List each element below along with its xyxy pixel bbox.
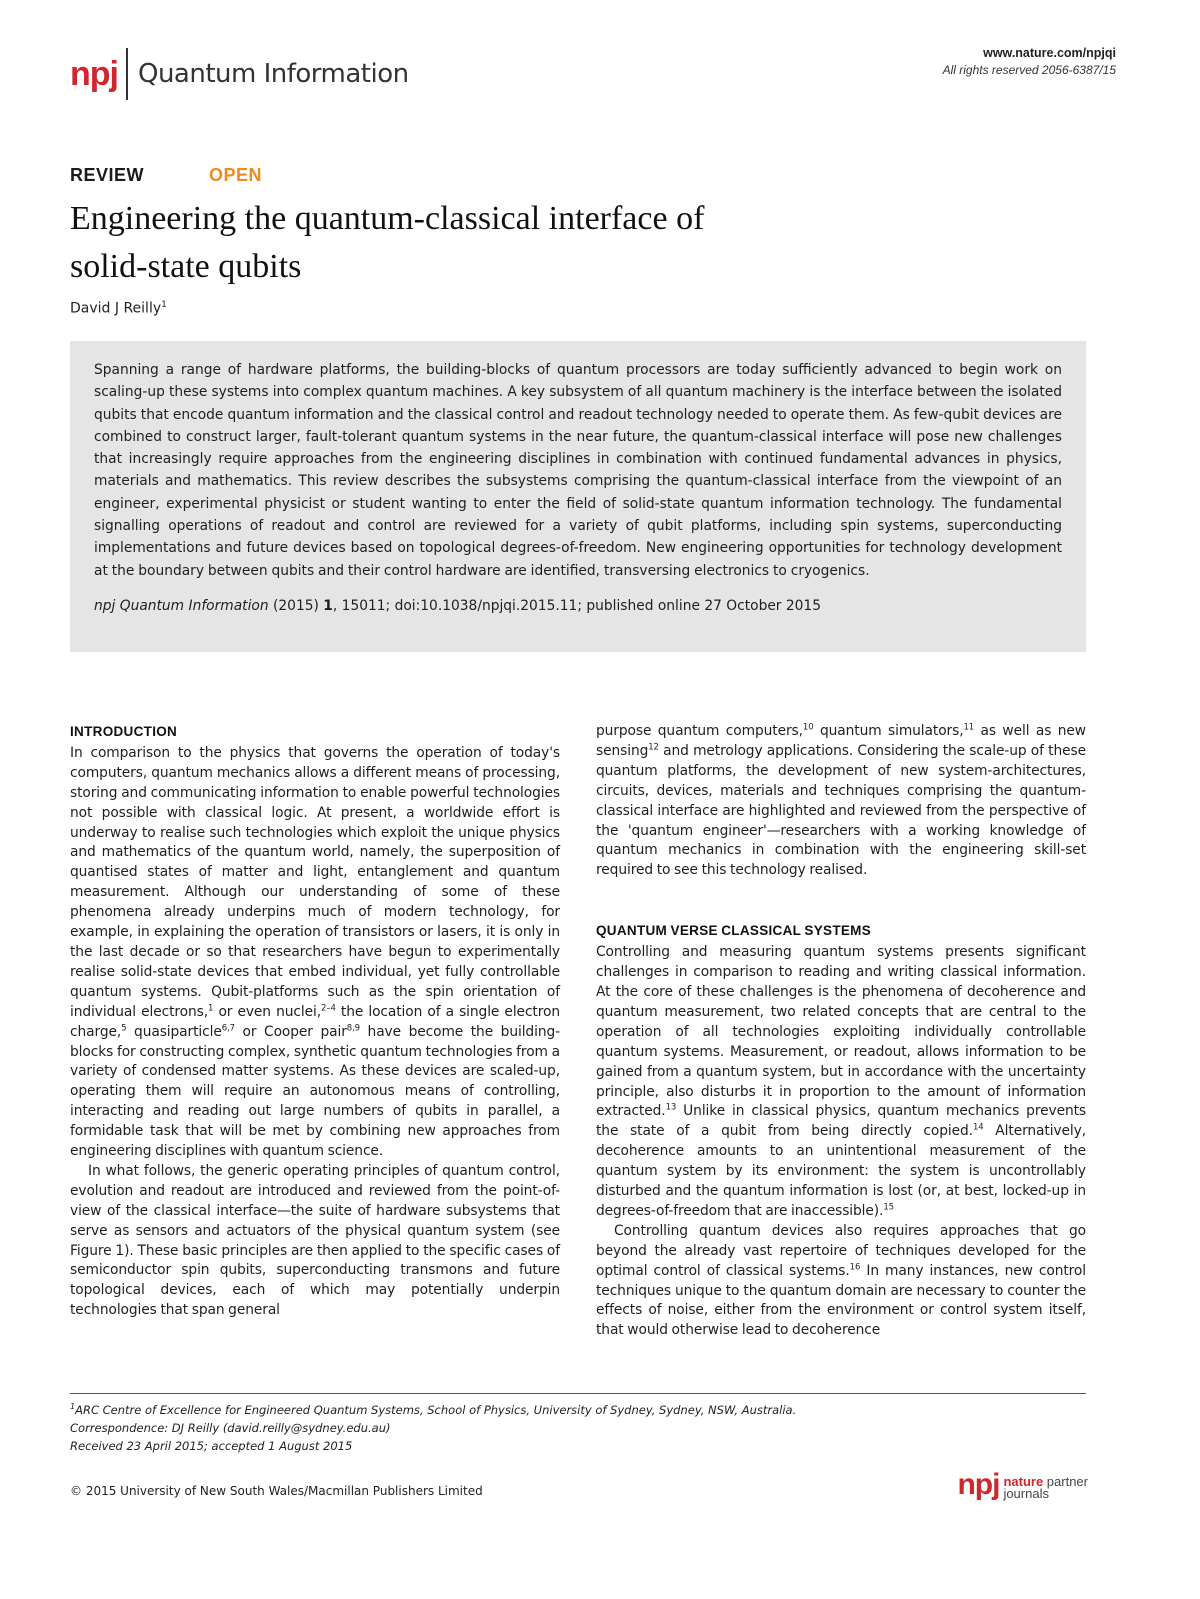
intro-paragraph-2: In what follows, the generic operating principles of quantum control, evolution and readout are introduced and reviewed from the point-of-view of the classical interface—the suite of hardware subsystems that serve as sensors and actuators of the physical quantum system (see Figure 1). These basic principles are then applied to the specific cases of semiconductor spin qubits, superconducting transmons and future topological devices, each of which may potentially underpin technologies that span general [70, 1162, 560, 1319]
article-type [70, 165, 262, 186]
npj-partner-journals-logo[interactable] [957, 1470, 1088, 1500]
intro-paragraph-1: In comparison to the physics that governs the operation of today's computers, quantum mechanics allows a different means of processing, storing and communicating information to enable powerful technologies not possible with classical logic. At present, a worldwide effort is underway to realise such technologies which exploit the unique physics and mathematics of the quantum world, namely, the superposition of quantised states of matter and light, entanglement and quantum measurement. Although our understanding of some of these phenomena already underpins much of modern technology, for example, in explaining the operation of transistors or lasers, it is only in the last decade or so that researchers have begun to experimentally realise solid-state devices that embed individual, yet fully controllable quantum systems. Qubit-platforms such as the spin orientation of individual electrons,$^1$ or even nuclei,$^{2-4}$ the location of a single electron charge,$^5$ quasiparticle$^{6,7}$ or Cooper pair$^{8,9}$ have become the building-blocks for constructing complex, synthetic quantum technologies from a variety of condensed matter systems. As these devices are scaled-up, operating them will require an autonomous means of controlling, interacting and reading out large numbers of qubits in parallel, a formidable task that will be met by combining new approaches from engineering disciplines with quantum science. [70, 744, 561, 1160]
article-type-label: REVIEW [70, 165, 145, 185]
affiliation-footnote: $^1$ARC Centre of Excellence for Engineered Quantum Systems, School of Physics, University of Sydney, Sydney, NSW, Australia. [70, 1402, 797, 1417]
reference-link[interactable]: 13 [665, 1102, 677, 1113]
citation-volume: 1 [323, 597, 333, 614]
section-heading-introduction: INTRODUCTION [70, 724, 178, 739]
journal-name: Quantum Information [137, 59, 409, 89]
left-column [70, 722, 560, 1321]
citation-journal: npj Quantum Information [94, 597, 269, 614]
footnotes [70, 1398, 796, 1455]
logo-divider [126, 48, 128, 100]
abstract-text: Spanning a range of hardware platforms, the building-blocks of quantum processors are today sufficiently advanced to begin work on scaling-up these systems into complex quantum machines. A key subsystem of all quantum machinery is the interface between the isolated qubits that encode quantum information and the classical control and readout technology needed to operate them. As few-qubit devices are combined to construct larger, fault-tolerant quantum systems in the near future, the quantum-classical interface will pose new challenges that increasingly require approaches from the engineering disciplines in combination with continued fundamental advances in physics, materials and mathematics. This review describes the subsystems comprising the quantum-classical interface from the viewpoint of an engineer, experimental physicist or student wanting to enter the field of solid-state quantum information technology. The fundamental signalling operations of readout and control are reviewed for a variety of qubit platforms, including spin systems, superconducting implementations and future devices based on topological degrees-of-freedom. New engineering opportunities for technology development at the boundary between qubits and their control hardware are identified, transversing electronics to cryogenics. [94, 362, 1062, 579]
author-name[interactable]: David J Reilly [70, 300, 162, 317]
citation-details: , 15011; doi:10.1038/npjqi.2015.11; published online 27 October 2015 [332, 597, 821, 614]
journal-url-link[interactable]: www.nature.com/npjqi [983, 46, 1116, 60]
qvc-paragraph-2: Controlling quantum devices also requires approaches that go beyond the already vast repertoire of techniques developed for the optimal control of classical systems.$^{16}$ In many instances, new control techniques unique to the quantum domain are necessary to counter the effects of noise, either from the environment or control system itself, that would otherwise lead to decoherence [596, 1222, 1086, 1339]
reference-link[interactable]: 8,9 [346, 1023, 360, 1033]
open-access-badge: OPEN [209, 165, 263, 185]
reference-link[interactable]: 15 [883, 1202, 894, 1213]
header-info [943, 46, 1116, 77]
correspondence-footnote[interactable]: Correspondence: DJ Reilly (david.reilly@sydney.edu.au) [70, 1420, 391, 1435]
reference-link[interactable]: 1 [208, 1003, 214, 1014]
intro-paragraph-2-continued: purpose quantum computers,$^{10}$ quantum simulators,$^{11}$ as well as new sensing$^{12}$ and metrology applications. Considering the scale-up of these quantum platforms, the development of new system-architectures, circuits, devices, materials and techniques comprising the quantum-classical interface are highlighted and reviewed from the perspective of the 'quantum engineer'—researchers with a working knowledge of quantum mechanics in combination with the engineering skill-set required to see this technology realised. [596, 722, 1086, 879]
footer-logo-words: nature partner journals [1003, 1474, 1088, 1501]
reference-link[interactable]: 2–4 [320, 1003, 336, 1014]
reference-link[interactable]: 6,7 [221, 1023, 235, 1033]
reference-link[interactable]: 10 [802, 722, 814, 733]
reference-link[interactable]: 14 [972, 1122, 984, 1133]
citation-line [94, 598, 1062, 614]
section-gap [596, 881, 1086, 921]
reference-link[interactable]: 5 [121, 1023, 127, 1033]
title-line-1: Engineering the quantum-classical interface of [70, 200, 705, 237]
received-dates: Received 23 April 2015; accepted 1 August 2015 [70, 1438, 353, 1453]
author-affiliation-marker: 1 [161, 300, 167, 310]
qvc-paragraph-1: Controlling and measuring quantum systems presents significant challenges in comparison to reading and writing classical information. At the core of these challenges is the phenomena of decoherence and quantum measurement, two related concepts that are central to the operation of all technologies exploiting individually controllable quantum systems. Measurement, or readout, allows information to be gained from a quantum system, but in accordance with the uncertainty principle, also disturbs it in proportion to the amount of information extracted.$^{13}$ Unlike in classical physics, quantum mechanics prevents the state of a qubit from being directly copied.$^{14}$ Alternatively, decoherence amounts to an unintentional measurement of the quantum system by its environment: the system is uncontrollably disturbed and the quantum information is lost (or, at best, locked-up in degrees-of-freedom that are inaccessible).$^{15}$ [596, 944, 1086, 1219]
journal-logo[interactable] [70, 48, 409, 100]
reference-link[interactable]: 12 [648, 742, 659, 753]
section-heading-quantum-verse-classical: QUANTUM VERSE CLASSICAL SYSTEMS [596, 923, 872, 939]
author-line [70, 300, 167, 317]
right-column [596, 722, 1086, 1341]
footnote-divider [70, 1393, 1086, 1394]
footer-npj-mark: npj [957, 1468, 1000, 1501]
citation-year: (2015) [268, 597, 324, 614]
abstract-box [70, 341, 1086, 652]
title-line-2: solid-state qubits [70, 248, 302, 285]
reference-link[interactable]: 11 [963, 722, 975, 733]
rights-notice: All rights reserved 2056-6387/15 [942, 63, 1116, 77]
article-title [70, 195, 970, 291]
reference-link[interactable]: 16 [849, 1262, 861, 1273]
npj-logo-mark: npj [70, 55, 118, 93]
copyright-notice: © 2015 University of New South Wales/Macmillan Publishers Limited [70, 1484, 483, 1498]
